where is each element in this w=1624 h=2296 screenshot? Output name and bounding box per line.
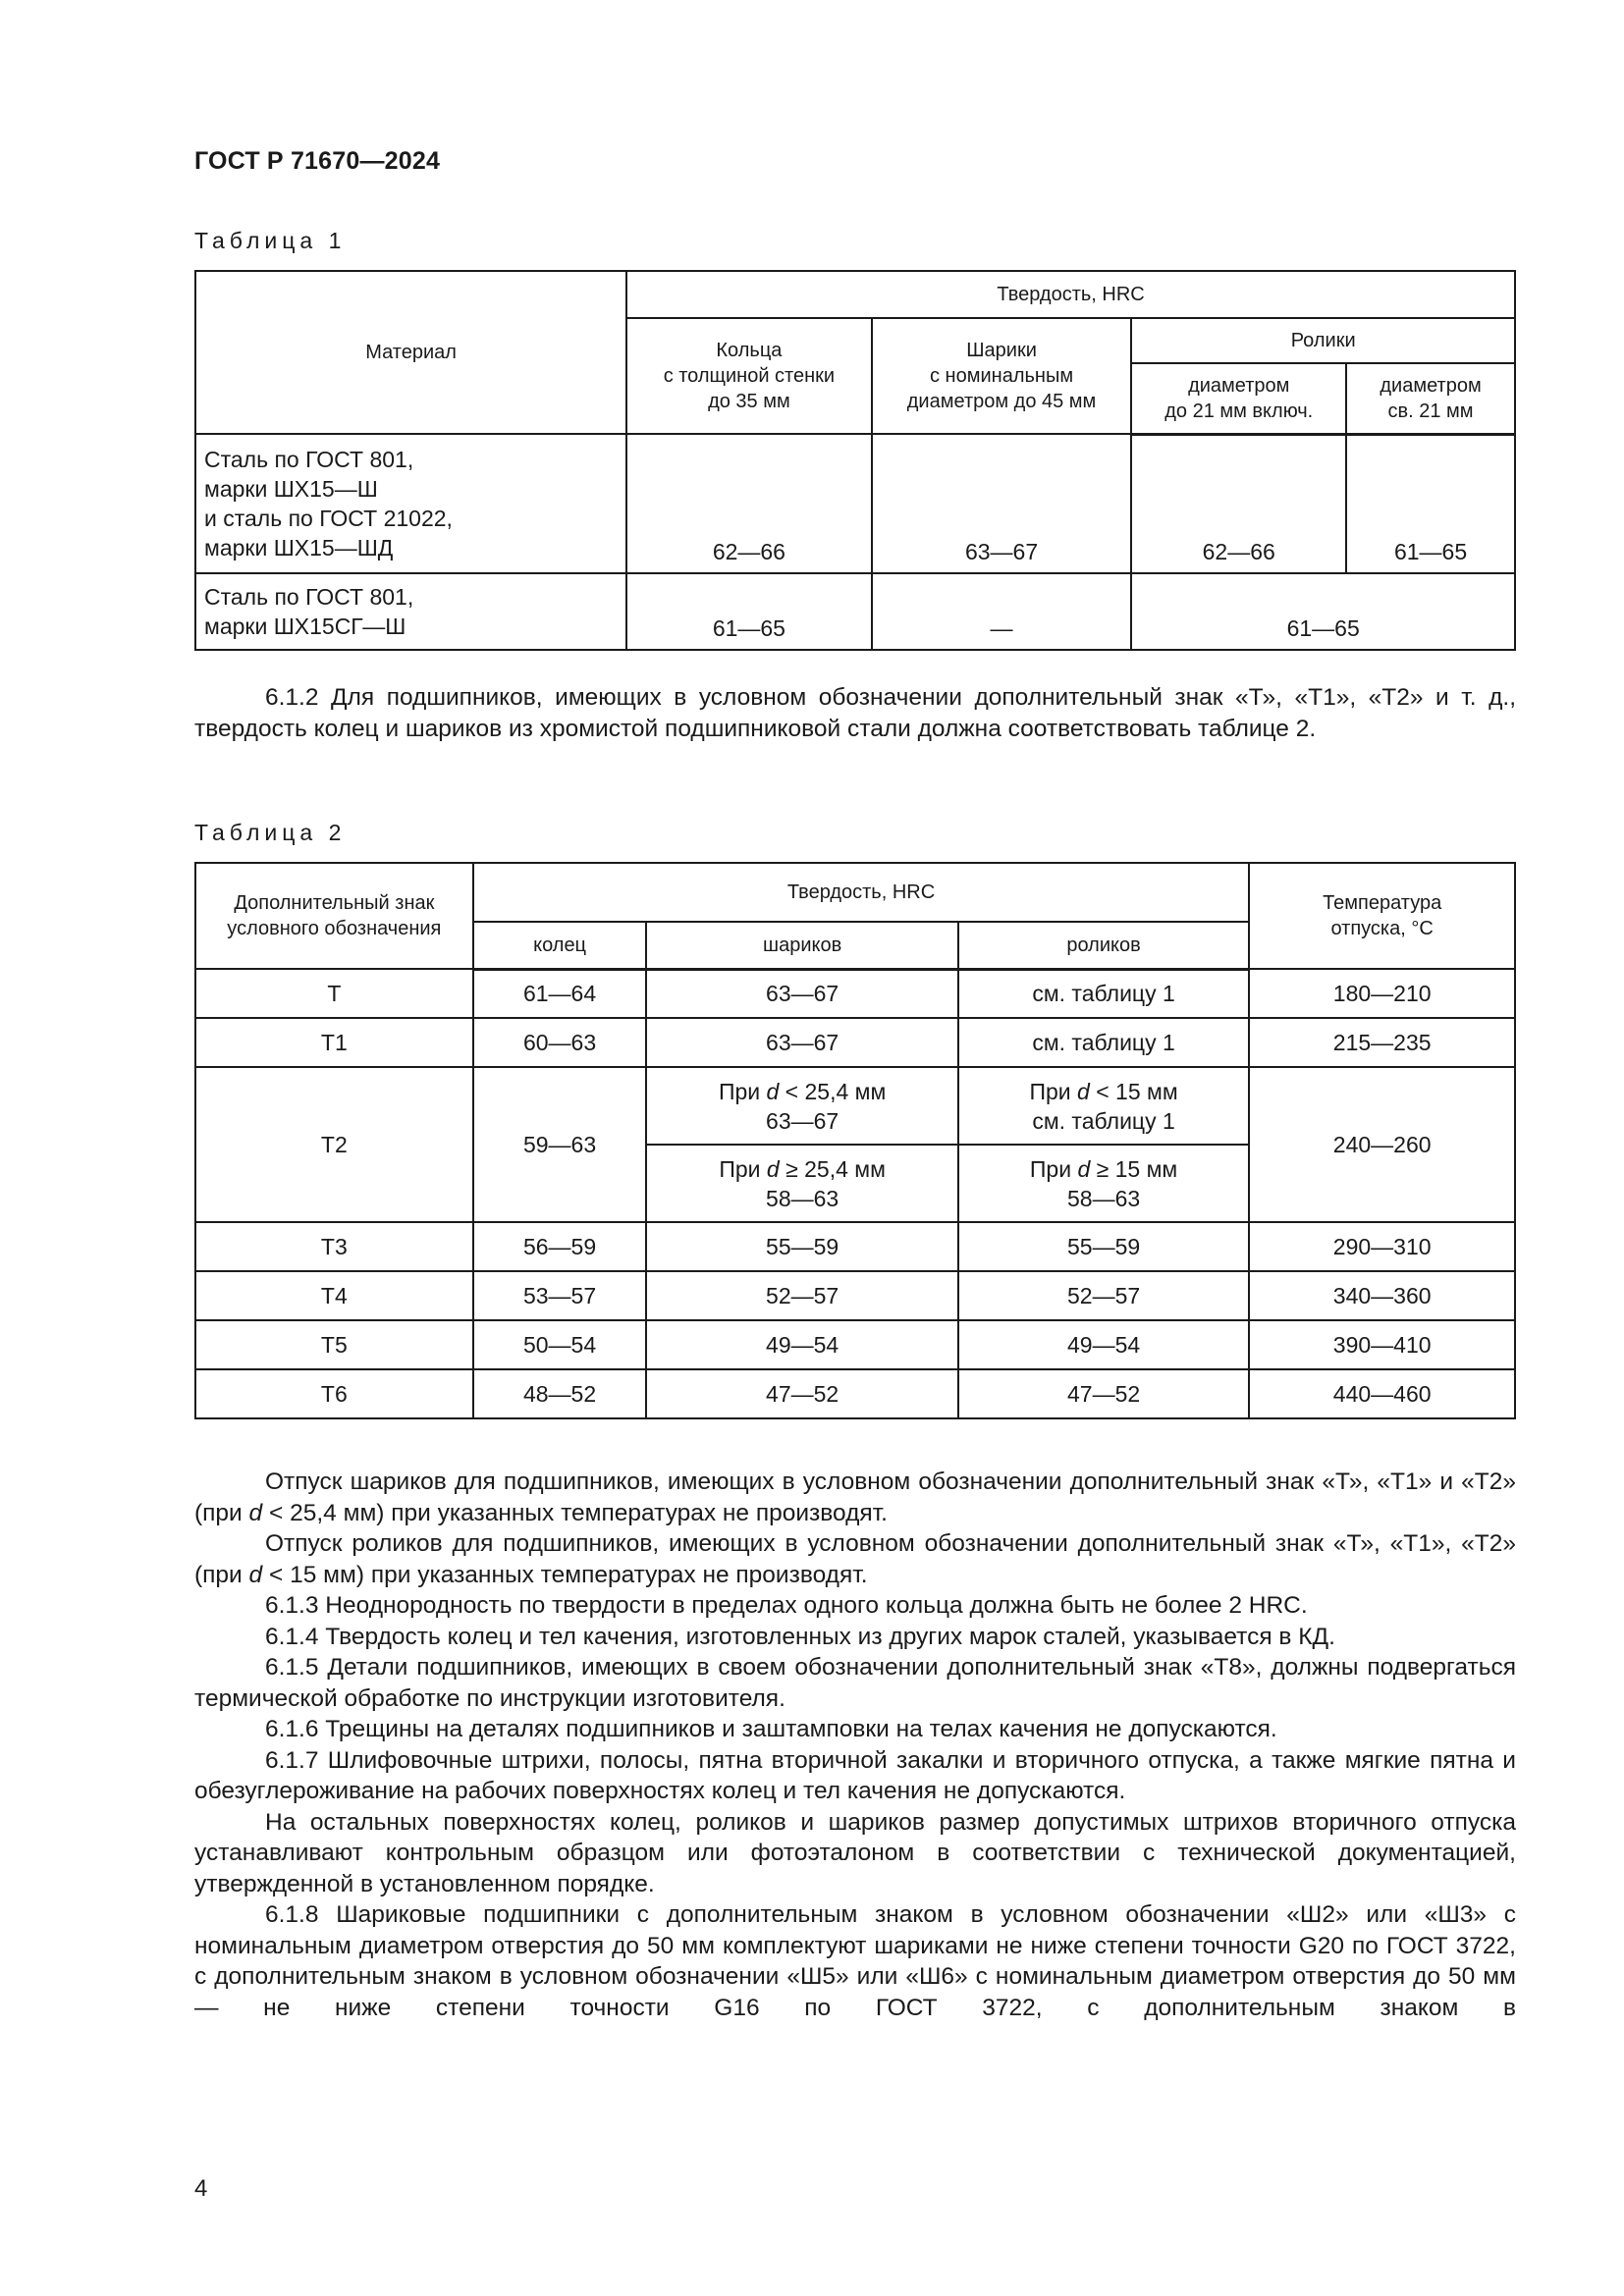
paragraph-tempering-balls: Отпуск шариков для подшипников, имеющих в условном обозначении дополнительный знак «Т», «Т1» и «Т2» (при d < 25,4 мм) при указанных температурах не производят.	[194, 1468, 1516, 1526]
table2-caption: Таблица 2	[194, 820, 347, 845]
table2-cell-temperature: 390—410	[1249, 1320, 1515, 1369]
table1-header-rollers-small: диаметром до 21 мм включ.	[1131, 363, 1346, 434]
table1-cell-material: Сталь по ГОСТ 801, марки ШХ15СГ—Ш	[195, 573, 626, 650]
paragraph-other-surfaces: На остальных поверхностях колец, роликов и шариков размер допустимых штрихов вторичного отпуска устанавливают контрольным образцом или фотоэталоном в соответствии с технической документацией, утвержденной в установленном порядке.	[194, 1808, 1516, 1897]
paragraph-6-1-8: 6.1.8 Шариковые подшипники с дополнительным знаком в условном обозначении «Ш2» или «Ш3» с номинальным диаметром отверстия до 50 мм комплектуют шариками не ниже степени точности G20 по ГОСТ 3722, с дополнительным знаком в условном обозначении «Ш5» или «Ш6» с номинальным диаметром отверстия до 50 мм — не ниже степени точности G16 по ГОСТ 3722, с дополнительным знаком в	[194, 1901, 1516, 2021]
table-row	[195, 863, 1515, 922]
table1	[194, 270, 1516, 651]
paragraph-6-1-2	[194, 682, 1516, 744]
table2-cell-balls: 55—59	[646, 1222, 957, 1271]
table2-cell-rings: 56—59	[473, 1222, 647, 1271]
table2-cell-temperature: 340—360	[1249, 1271, 1515, 1320]
table2-cell-balls: 63—67	[646, 969, 957, 1018]
table2-cell-balls-large: При d ≥ 25,4 мм 58—63	[646, 1145, 957, 1222]
table2-cell-balls: 63—67	[646, 1018, 957, 1067]
table1-cell-rollers: 61—65	[1131, 573, 1515, 650]
paragraph-6-1-6: 6.1.6 Трещины на деталях подшипников и заштамповки на телах качения не допускаются.	[265, 1716, 1277, 1742]
table2-header-temperature: Температура отпуска, °С	[1249, 863, 1515, 969]
table1-cell-rings: 62—66	[626, 434, 872, 573]
table1-cell-rollers-large: 61—65	[1346, 434, 1515, 573]
table2-cell-temperature: 215—235	[1249, 1018, 1515, 1067]
table2-cell-rollers: 49—54	[958, 1320, 1249, 1369]
table-row	[195, 969, 1515, 1018]
table2-cell-sign: Т1	[195, 1018, 473, 1067]
table1-header-rollers: Ролики	[1131, 318, 1515, 363]
table2-cell-rollers-large: При d ≥ 15 мм 58—63	[958, 1145, 1249, 1222]
table2-cell-rings: 48—52	[473, 1369, 647, 1418]
table2-cell-balls: 49—54	[646, 1320, 957, 1369]
table2-cell-rollers: см. таблицу 1	[958, 969, 1249, 1018]
table2-cell-rings: 53—57	[473, 1271, 647, 1320]
paragraph-6-1-7: 6.1.7 Шлифовочные штрихи, полосы, пятна вторичной закалки и вторичного отпуска, а также мягкие пятна и обезуглероживание на рабочих поверхностях колец и тел качения не допускаются.	[194, 1746, 1516, 1804]
table2	[194, 862, 1516, 1419]
table2-header-balls: шариков	[646, 922, 957, 969]
table1-header-rings: Кольца с толщиной стенки до 35 мм	[626, 318, 872, 434]
table1-header-hardness: Твердость, HRC	[626, 271, 1515, 318]
table2-cell-sign: Т6	[195, 1369, 473, 1418]
standard-designation: ГОСТ Р 71670—2024	[194, 147, 441, 175]
table2-header-rollers: роликов	[958, 922, 1249, 969]
table2-cell-sign: Т3	[195, 1222, 473, 1271]
table2-cell-temperature: 290—310	[1249, 1222, 1515, 1271]
table2-cell-temperature: 180—210	[1249, 969, 1515, 1018]
table2-cell-rings: 60—63	[473, 1018, 647, 1067]
table2-cell-sign: Т4	[195, 1271, 473, 1320]
paragraph-text: 6.1.2 Для подшипников, имеющих в условном обозначении дополнительный знак «Т», «Т1», «Т2» и т. д., твердость колец и шариков из хромистой подшипниковой стали должна соответствовать таблице 2.	[194, 684, 1516, 742]
table-row	[195, 1067, 1515, 1145]
table1-cell-rollers-small: 62—66	[1131, 434, 1346, 573]
body-text	[194, 1467, 1516, 2023]
table2-cell-rollers: см. таблицу 1	[958, 1018, 1249, 1067]
table1-cell-balls: —	[872, 573, 1132, 650]
table2-cell-rollers: 55—59	[958, 1222, 1249, 1271]
paragraph-6-1-4: 6.1.4 Твердость колец и тел качения, изготовленных из других марок сталей, указывается в КД.	[265, 1623, 1335, 1650]
paragraph-tempering-rollers: Отпуск роликов для подшипников, имеющих в условном обозначении дополнительный знак «Т», «Т1», «Т2» (при d < 15 мм) при указанных температурах не производят.	[194, 1530, 1516, 1588]
table2-header-sign: Дополнительный знак условного обозначения	[195, 863, 473, 969]
table2-cell-sign: Т	[195, 969, 473, 1018]
table2-cell-rings: 61—64	[473, 969, 647, 1018]
table2-cell-balls: 52—57	[646, 1271, 957, 1320]
table2-cell-sign: Т2	[195, 1067, 473, 1222]
table1-header-balls: Шарики с номинальным диаметром до 45 мм	[872, 318, 1132, 434]
table-row	[195, 1320, 1515, 1369]
table1-header-rollers-large: диаметром св. 21 мм	[1346, 363, 1515, 434]
table2-cell-sign: Т5	[195, 1320, 473, 1369]
table1-header-material: Материал	[195, 271, 626, 434]
table-row	[195, 573, 1515, 650]
paragraph-6-1-5: 6.1.5 Детали подшипников, имеющих в своем обозначении дополнительный знак «Т8», должны подвергаться термической обработке по инструкции изготовителя.	[194, 1654, 1516, 1712]
table2-cell-temperature: 240—260	[1249, 1067, 1515, 1222]
page-number: 4	[194, 2175, 208, 2202]
table-row	[195, 434, 1515, 573]
table-row	[195, 1369, 1515, 1418]
table1-cell-material: Сталь по ГОСТ 801, марки ШХ15—Ш и сталь по ГОСТ 21022, марки ШХ15—ШД	[195, 434, 626, 573]
table2-cell-temperature: 440—460	[1249, 1369, 1515, 1418]
table2-header-hardness: Твердость, HRC	[473, 863, 1250, 922]
table2-cell-balls-small: При d < 25,4 мм 63—67	[646, 1067, 957, 1145]
table-row	[195, 271, 1515, 318]
table-row	[195, 1222, 1515, 1271]
table2-cell-rollers: 52—57	[958, 1271, 1249, 1320]
table-row	[195, 1018, 1515, 1067]
table2-cell-rings: 50—54	[473, 1320, 647, 1369]
table2-cell-rings: 59—63	[473, 1067, 647, 1222]
table2-cell-rollers-small: При d < 15 мм см. таблицу 1	[958, 1067, 1249, 1145]
table-row	[195, 1271, 1515, 1320]
table2-cell-balls: 47—52	[646, 1369, 957, 1418]
table1-caption: Таблица 1	[194, 228, 347, 253]
paragraph-6-1-3: 6.1.3 Неоднородность по твердости в пределах одного кольца должна быть не более 2 HRC.	[265, 1592, 1308, 1619]
table2-cell-rollers: 47—52	[958, 1369, 1249, 1418]
table1-cell-rings: 61—65	[626, 573, 872, 650]
table2-header-rings: колец	[473, 922, 647, 969]
table1-cell-balls: 63—67	[872, 434, 1132, 573]
